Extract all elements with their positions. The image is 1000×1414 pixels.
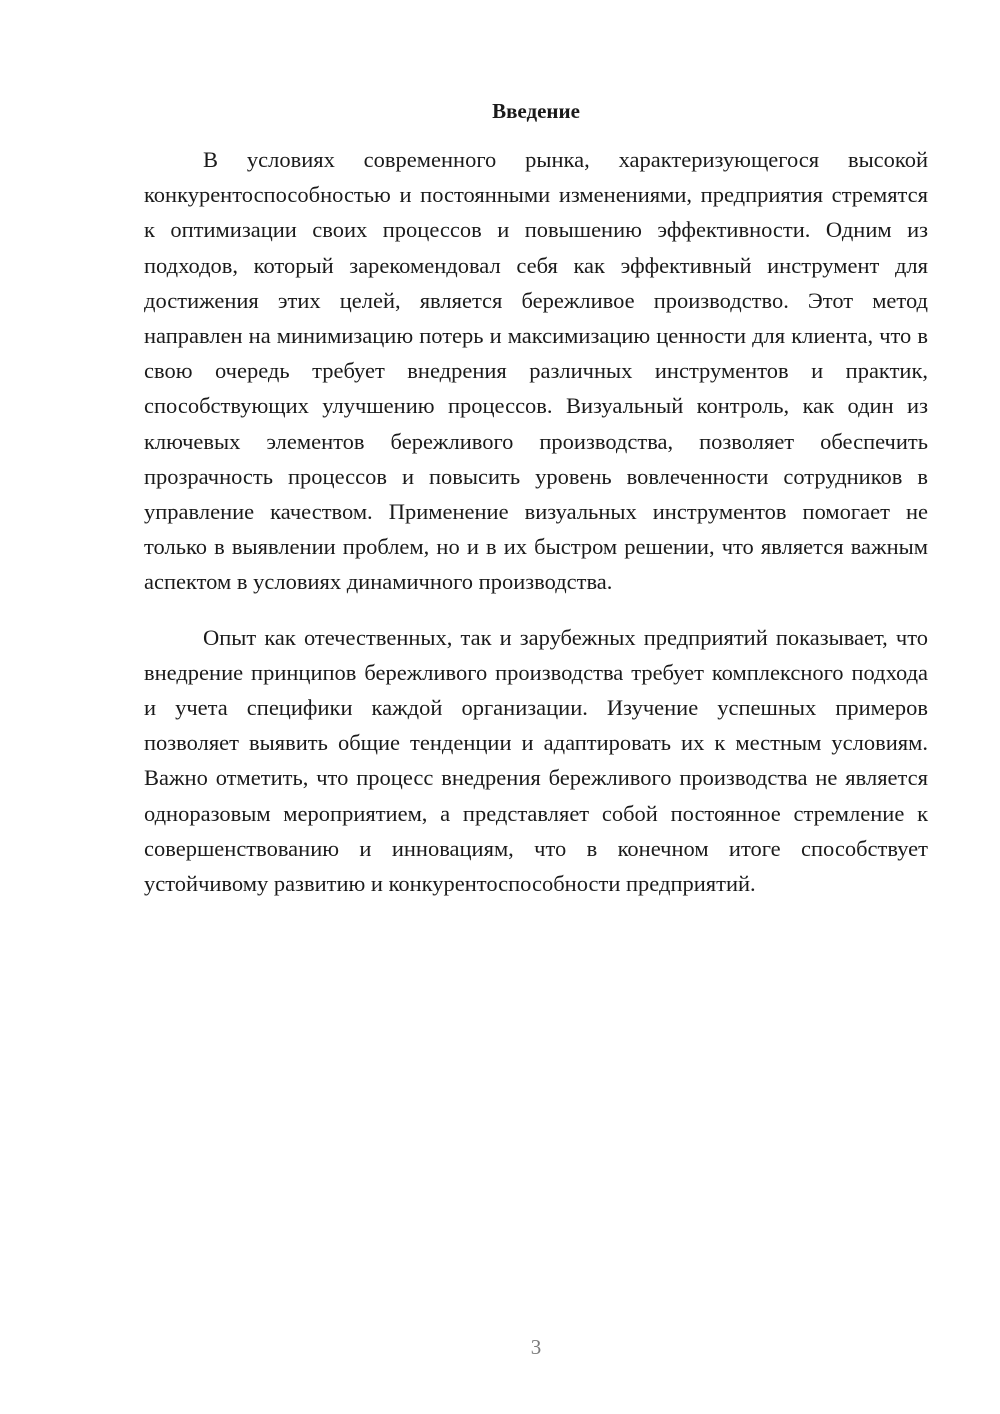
paragraph: Опыт как отечественных, так и зарубежных предприятий показывает, что внедрение принципов бережливого производства требует комплексного подхода и учета специфики каждой организации. Изучение успешных примеров позволяет выявить общие тенденции и адаптировать их к местным условиям. Важно отметить, что процесс внедрения бережливого производства не является одноразовым мероприятием, а представляет собой постоянное стремление к совершенствованию и инновациям, что в конечном итоге способствует устойчивому развитию и конкурентоспособности предприятий. [144,624,928,897]
body-text [144,142,928,901]
page-number: 3 [530,1335,542,1359]
paragraph: В условиях современного рынка, характеризующегося высокой конкурентоспособностью и постоянными изменениями, предприятия стремятся к оптимизации своих процессов и повышению эффективности. Одним из подходов, который зарекомендовал себя как эффективный инструмент для достижения этих целей, является бережливое производство. Этот метод направлен на минимизацию потерь и максимизацию ценности для клиента, что в свою очередь требует внедрения различных инструментов и практик, способствующих улучшению процессов. Визуальный контроль, как один из ключевых элементов бережливого производства, позволяет обеспечить прозрачность процессов и повысить уровень вовлеченности сотрудников в управление качеством. Применение визуальных инструментов помогает не только в выявлении проблем, но и в их быстром решении, что является важным аспектом в условиях динамичного производства. [144,147,928,595]
section-title: Введение [492,99,580,123]
